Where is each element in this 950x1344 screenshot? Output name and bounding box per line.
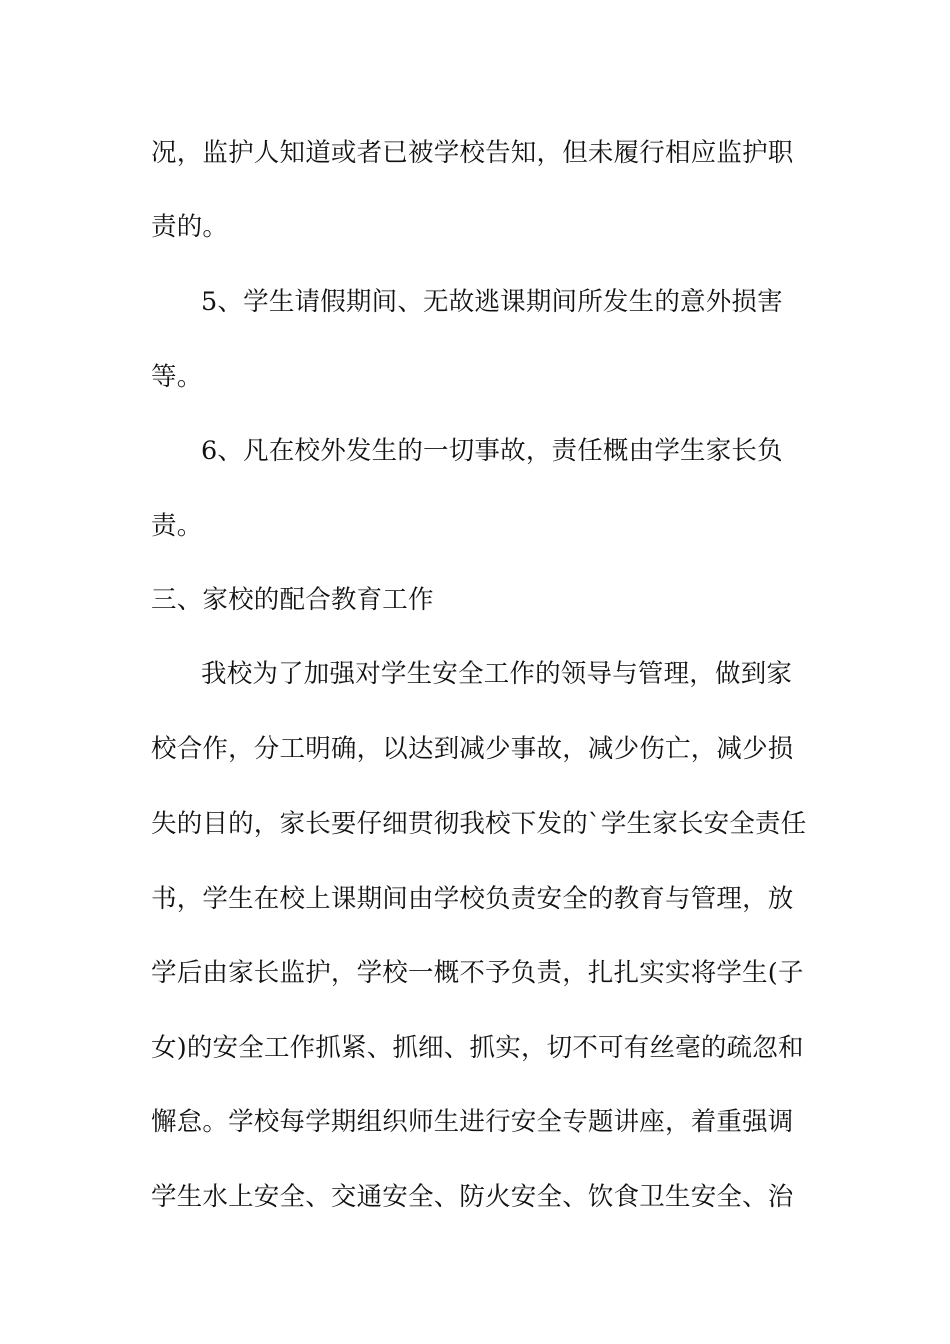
text-line: 校合作，分工明确，以达到减少事故，减少伤亡，减少损 xyxy=(151,734,794,764)
section-heading: 三、家校的配合教育工作 xyxy=(151,585,434,615)
text-line: 况，监护人知道或者已被学校告知，但未履行相应监护职 xyxy=(151,138,794,168)
text-line: 书，学生在校上课期间由学校负责安全的教育与管理，放 xyxy=(151,884,794,914)
text-line: 懈怠。学校每学期组织师生进行安全专题讲座，着重强调 xyxy=(151,1107,794,1137)
text-line: 责的。 xyxy=(151,212,229,242)
text-line: 等。 xyxy=(151,362,203,392)
text-line: 失的目的，家长要仔细贯彻我校下发的`学生家长安全责任 xyxy=(151,809,807,839)
text-line: 责。 xyxy=(151,511,203,541)
text-line: 学生水上安全、交通安全、防火安全、饮食卫生安全、治 xyxy=(151,1182,794,1212)
text-line: 学后由家长监护，学校一概不予负责，扎扎实实将学生(子 xyxy=(151,958,804,988)
text-line: 5、学生请假期间、无故逃课期间所发生的意外损害 xyxy=(201,287,783,317)
text-line: 女)的安全工作抓紧、抓细、抓实，切不可有丝毫的疏忽和 xyxy=(151,1033,804,1063)
text-line: 6、凡在校外发生的一切事故，责任概由学生家长负 xyxy=(201,436,783,466)
text-line: 我校为了加强对学生安全工作的领导与管理，做到家 xyxy=(201,659,793,689)
